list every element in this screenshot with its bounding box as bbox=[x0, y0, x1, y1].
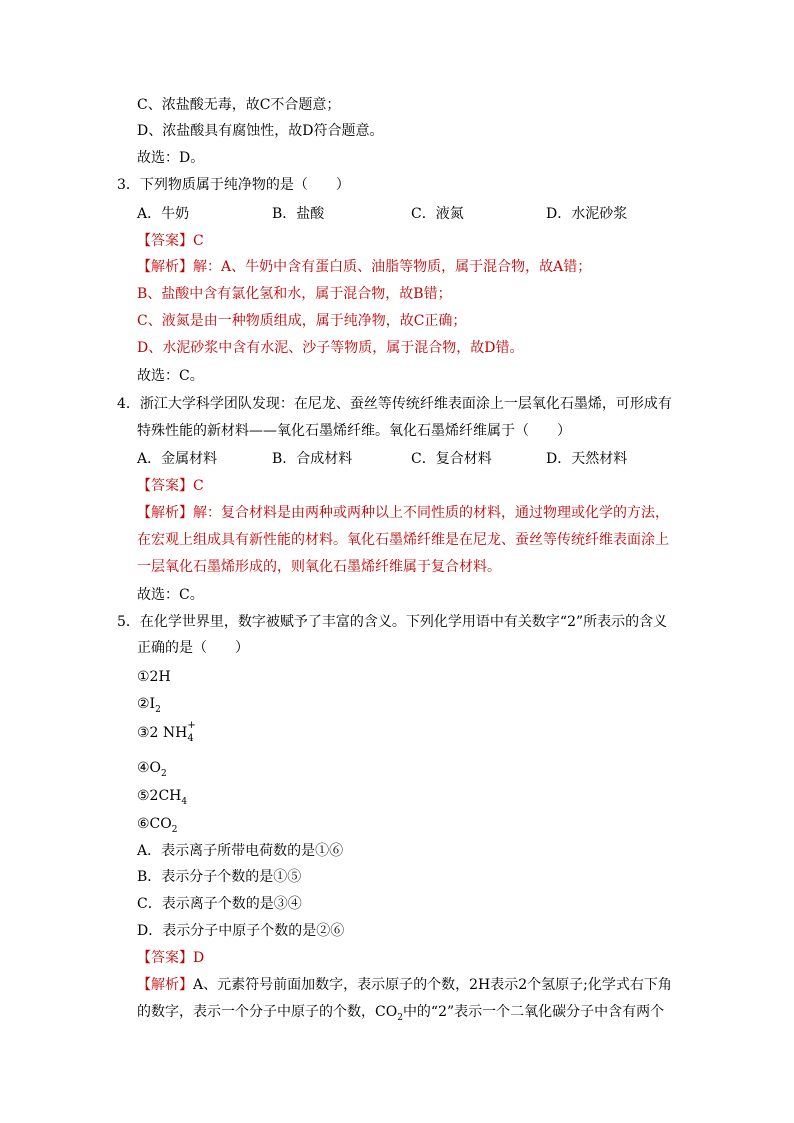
subscript: 2 bbox=[397, 1012, 403, 1023]
q3-analysis-d: D、水泥砂浆中含有水泥、沙子等物质，属于混合物，故D错。 bbox=[137, 340, 524, 356]
formula: ⑤2CH bbox=[137, 788, 182, 804]
subscript: 2 bbox=[171, 824, 178, 835]
analysis-text: 中的“2”表示一个二氧化碳分子中含有两个 bbox=[402, 1004, 665, 1020]
q4-analysis-line bbox=[137, 503, 669, 523]
ion-charge bbox=[187, 720, 205, 744]
q4-analysis-line-3: 一层氧化石墨烯形成的，则氧化石墨烯纤维属于复合材料。 bbox=[137, 559, 501, 575]
answer-value: C bbox=[193, 478, 204, 494]
q5-analysis-line-2 bbox=[137, 1002, 664, 1028]
q4-choose: 故选：C。 bbox=[137, 587, 204, 603]
formula: ④O bbox=[137, 760, 162, 776]
q5-item-2 bbox=[137, 694, 161, 720]
q5-option-d: D．表示分子中原子个数的是②⑥ bbox=[137, 923, 345, 939]
q3-answer bbox=[137, 231, 204, 251]
q5-stem-line-1: 5．在化学世界里，数字被赋予了丰富的含义。下列化学用语中有关数字“2”所表示的含义 bbox=[117, 614, 668, 630]
analysis-label: 【解析】 bbox=[137, 259, 193, 275]
answer-value: C bbox=[193, 233, 204, 249]
q3-analysis-line bbox=[137, 257, 591, 277]
q5-item-4 bbox=[137, 758, 167, 784]
answer-label: 【答案】 bbox=[137, 478, 193, 494]
q4-option-b: B．合成材料 bbox=[272, 451, 353, 467]
analysis-text: A、元素符号前面加数字，表示原子的个数，2H表示2个氢原子;化学式右下角 bbox=[193, 977, 672, 993]
subscript: 4 bbox=[181, 796, 188, 807]
analysis-label: 【解析】 bbox=[137, 977, 193, 993]
q2-option-d-analysis: D、浓盐酸具有腐蚀性，故D符合题意。 bbox=[137, 123, 384, 139]
q5-option-c: C．表示离子个数的是③④ bbox=[137, 896, 302, 912]
q5-item-3 bbox=[137, 720, 205, 744]
q5-option-b: B．表示分子个数的是①⑤ bbox=[137, 869, 302, 885]
q4-option-a: A．金属材料 bbox=[137, 451, 218, 467]
q2-option-c-analysis: C、浓盐酸无毒，故C不合题意； bbox=[137, 97, 341, 113]
formula: ③2 NH bbox=[137, 725, 188, 741]
q5-option-a: A．表示离子所带电荷数的是①⑥ bbox=[137, 843, 344, 859]
analysis-text: 的数字，表示一个分子中原子的个数，CO bbox=[137, 1004, 398, 1020]
subscript: 2 bbox=[155, 704, 161, 715]
answer-label: 【答案】 bbox=[137, 233, 193, 249]
q4-answer bbox=[137, 476, 204, 496]
q5-item-5 bbox=[137, 786, 187, 812]
answer-label: 【答案】 bbox=[137, 950, 193, 966]
q3-option-a: A．牛奶 bbox=[137, 206, 190, 222]
q5-item-1: ①2H bbox=[137, 669, 171, 685]
q5-answer bbox=[137, 948, 204, 968]
analysis-text: 解：A、牛奶中含有蛋白质、油脂等物质，属于混合物，故A错； bbox=[193, 259, 592, 275]
answer-value: D bbox=[193, 950, 205, 966]
q3-option-b: B．盐酸 bbox=[272, 206, 325, 222]
formula: ②I bbox=[137, 696, 156, 712]
analysis-label: 【解析】 bbox=[137, 505, 193, 521]
q3-option-c: C．液氮 bbox=[411, 206, 464, 222]
q4-stem-line-2: 特殊性能的新材料——氧化石墨烯纤维。氧化石墨烯纤维属于（ ） bbox=[137, 423, 571, 439]
q4-option-c: C．复合材料 bbox=[411, 451, 492, 467]
q5-stem-line-2: 正确的是（ ） bbox=[137, 640, 249, 656]
q5-item-6 bbox=[137, 814, 177, 840]
q2-choose: 故选：D。 bbox=[137, 150, 205, 166]
q4-analysis-line-2: 在宏观上组成具有新性能的材料。氧化石墨烯纤维是在尼龙、蚕丝等传统纤维表面涂上 bbox=[137, 532, 669, 548]
q5-analysis-line bbox=[137, 975, 672, 995]
q3-option-d: D．水泥砂浆 bbox=[546, 206, 628, 222]
formula: ⑥CO bbox=[137, 816, 172, 832]
q4-option-d: D．天然材料 bbox=[546, 451, 628, 467]
q3-analysis-c: C、液氮是由一种物质组成，属于纯净物，故C正确； bbox=[137, 313, 467, 329]
q3-analysis-b: B、盐酸中含有氯化氢和水，属于混合物，故B错； bbox=[137, 286, 452, 302]
analysis-text: 解：复合材料是由两种或两种以上不同性质的材料，通过物理或化学的方法， bbox=[193, 505, 669, 521]
q3-choose: 故选：C。 bbox=[137, 368, 204, 384]
superscript: + bbox=[187, 720, 196, 731]
q4-stem-line-1: 4．浙江大学科学团队发现：在尼龙、蚕丝等传统纤维表面涂上一层氧化石墨烯，可形成有 bbox=[117, 396, 672, 412]
subscript: 2 bbox=[161, 768, 167, 779]
subscript: 4 bbox=[187, 733, 194, 744]
q3-stem: 3．下列物质属于纯净物的是（ ） bbox=[117, 177, 350, 193]
